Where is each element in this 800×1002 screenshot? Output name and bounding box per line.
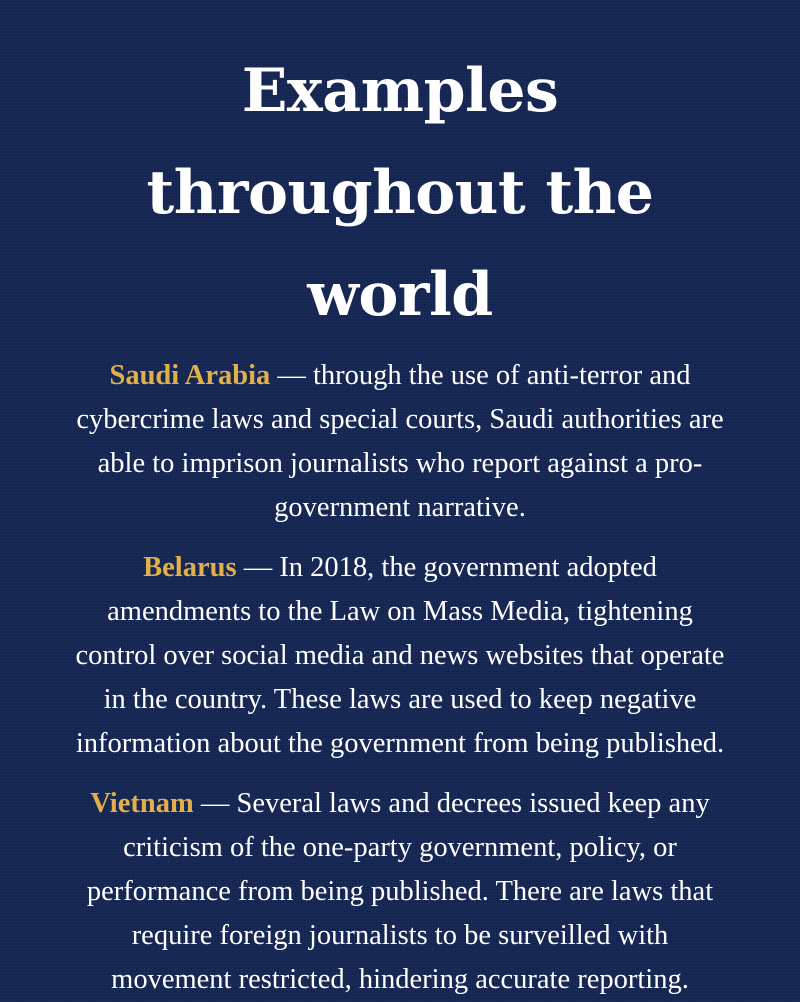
entry-description: through the use of anti-terror and cybercrime laws and special courts, Saudi authorities are able to imprison journalists who report against a pro-government narrative.	[76, 360, 724, 523]
entry-separator: —	[236, 552, 280, 583]
entry-description: Several laws and decrees issued keep any criticism of the one-party government, policy, or performance from being published. There are laws that require foreign journalists to be surveilled with movement restricted, hindering accurate reporting.	[86, 788, 714, 995]
entry-vietnam	[70, 782, 730, 1002]
entry-description: In 2018, the government adopted amendments to the Law on Mass Media, tightening control over social media and news websites that operate in the country. These laws are used to keep negative information about the government from being published.	[75, 552, 725, 759]
country-name: Vietnam	[90, 788, 194, 819]
entry-saudi-arabia	[70, 354, 730, 530]
entry-separator: —	[270, 360, 314, 391]
entry-belarus	[70, 546, 730, 766]
entry-separator: —	[193, 788, 237, 819]
country-name: Belarus	[143, 552, 237, 583]
page-title: Examples throughout the world	[146, 56, 654, 330]
country-name: Saudi Arabia	[109, 360, 271, 391]
